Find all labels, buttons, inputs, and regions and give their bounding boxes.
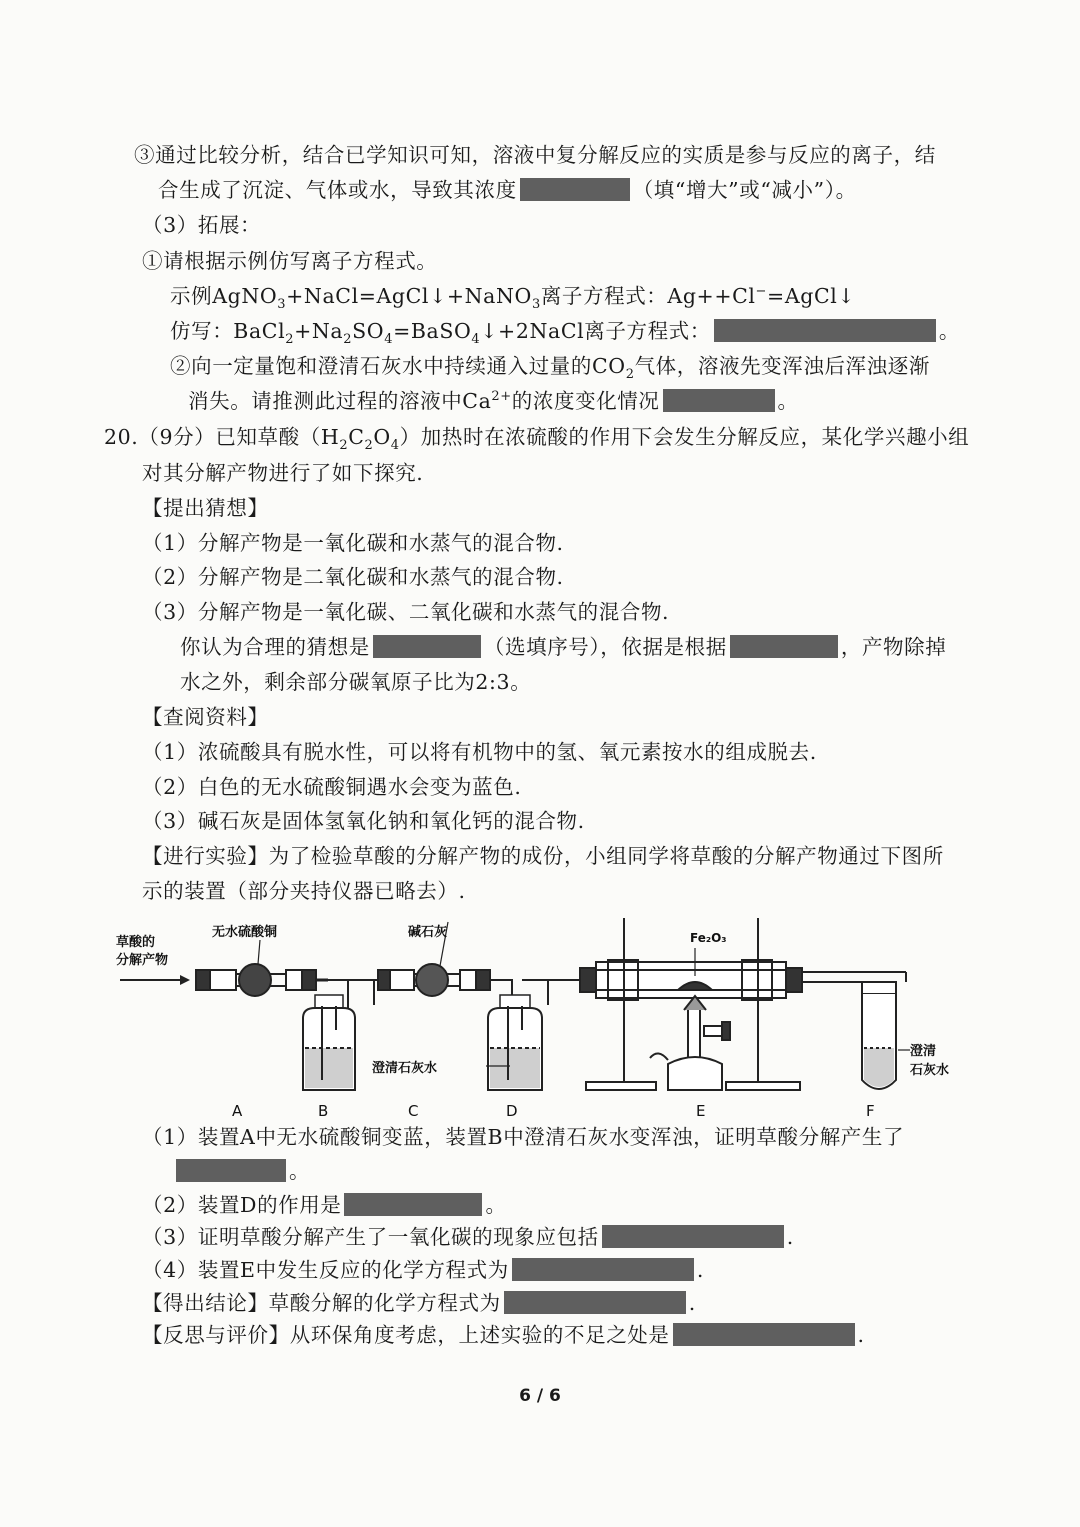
guess-1: （1）分解产物是一氧化碳和水蒸气的混合物. bbox=[142, 531, 564, 555]
answer-blank[interactable] bbox=[512, 1258, 694, 1281]
answer-blank[interactable] bbox=[663, 389, 775, 412]
device-c-drying-tube bbox=[378, 964, 490, 996]
conclusion-line: 【得出结论】草酸分解的化学方程式为 . bbox=[142, 1291, 696, 1315]
lime-water-label: 澄清石灰水 bbox=[372, 1061, 438, 1076]
device-e-label: Fe₂O₃ bbox=[690, 931, 727, 945]
page-number: 6 / 6 bbox=[519, 1386, 561, 1406]
inlet-label-2: 分解产物 bbox=[116, 953, 169, 968]
letter-a: A bbox=[232, 1102, 243, 1120]
q20-intro-line2: 对其分解产物进行了如下探究. bbox=[142, 461, 424, 485]
answer-blank[interactable] bbox=[504, 1291, 686, 1314]
section-heading-guess: 【提出猜想】 bbox=[142, 496, 269, 520]
apparatus-diagram bbox=[110, 910, 970, 1125]
answer-blank[interactable] bbox=[673, 1323, 855, 1346]
letter-e: E bbox=[696, 1102, 706, 1120]
reflection-line: 【反思与评价】从环保角度考虑，上述实验的不足之处是 . bbox=[142, 1323, 865, 1347]
experiment-line2: 示的装置（部分夹持仪器已略去）. bbox=[142, 879, 466, 903]
subq-3: （3）证明草酸分解产生了一氧化碳的现象应包括 . bbox=[142, 1225, 794, 1249]
reason-line1: 你认为合理的猜想是 （选填序号），依据是根据 ，产物除掉 bbox=[180, 635, 947, 659]
reason-line2: 水之外，剩余部分碳氧原子比为2:3。 bbox=[180, 670, 532, 694]
q19-s3-line1: ③通过比较分析，结合已学知识可知，溶液中复分解反应的实质是参与反应的离子，结 bbox=[134, 143, 936, 167]
q20-intro-line1: 20.（9分）已知草酸$(H_2C_2O_4)$加热时在浓硫酸的作用下会发生分解反应，某化学兴趣小组 bbox=[104, 425, 970, 454]
answer-blank[interactable] bbox=[730, 635, 838, 658]
answer-blank[interactable] bbox=[373, 635, 481, 658]
experiment-line1: 【进行实验】为了检验草酸的分解产物的成份，小组同学将草酸的分解产物通过下图所 bbox=[142, 844, 944, 868]
subq-1-line2: 。 bbox=[176, 1156, 310, 1186]
q19-example-line: 示例AgNO$_3$+NaCl=AgCl↓+NaNO$_3$离子方程式：Ag++Cl−=AgCl↓ bbox=[170, 284, 856, 313]
answer-blank[interactable] bbox=[520, 178, 630, 201]
subq-1-line1: （1）装置A中无水硫酸铜变蓝，装置B中澄清石灰水变浑浊，证明草酸分解产生了 bbox=[142, 1125, 905, 1149]
guess-3: （3）分解产物是一氧化碳、二氧化碳和水蒸气的混合物. bbox=[142, 600, 670, 624]
device-a-drying-tube bbox=[196, 964, 316, 996]
section-heading-info: 【查阅资料】 bbox=[142, 705, 269, 729]
q19-imitate-line: 仿写：$BaCl_2+Na_2SO_4=BaSO_4↓+2NaCl$离子方程式： 。 bbox=[170, 319, 960, 348]
q19-ext2-line2: 消失。请推测此过程的溶液中$Ca^{2+}$的浓度变化情况 。 bbox=[188, 389, 799, 413]
q19-s3-line2: 合生成了沉淀、气体或水，导致其浓度 （填“增大”或“减小”）。 bbox=[158, 178, 857, 202]
guess-2: （2）分解产物是二氧化碳和水蒸气的混合物. bbox=[142, 565, 564, 589]
q19-ext1: ①请根据示例仿写离子方程式。 bbox=[142, 249, 438, 273]
subq-2: （2）装置D的作用是 。 bbox=[142, 1193, 507, 1217]
info-3: （3）碱石灰是固体氢氧化钠和氧化钙的混合物. bbox=[142, 809, 585, 833]
device-a-label: 无水硫酸铜 bbox=[212, 925, 278, 940]
device-c-label: 碱石灰 bbox=[408, 925, 448, 940]
answer-blank[interactable] bbox=[602, 1225, 784, 1248]
letter-d: D bbox=[506, 1102, 518, 1120]
letter-c: C bbox=[408, 1102, 419, 1120]
info-2: （2）白色的无水硫酸铜遇水会变为蓝色. bbox=[142, 775, 522, 799]
q19-ext2-line1: ②向一定量饱和澄清石灰水中持续通入过量的$CO_2$气体，溶液先变浑浊后浑浊逐渐 bbox=[170, 354, 930, 383]
inlet-arrowhead bbox=[180, 975, 190, 985]
f-lime-label-2: 石灰水 bbox=[910, 1063, 950, 1078]
device-f-test-tube bbox=[862, 982, 910, 1089]
letter-b: B bbox=[318, 1102, 329, 1120]
answer-blank[interactable] bbox=[344, 1193, 482, 1216]
subq-4: （4）装置E中发生反应的化学方程式为 . bbox=[142, 1258, 704, 1282]
letter-f: F bbox=[866, 1102, 875, 1120]
inlet-label-1: 草酸的 bbox=[116, 935, 156, 950]
device-d-bottle bbox=[488, 980, 548, 1090]
device-b-bottle bbox=[303, 980, 374, 1090]
info-1: （1）浓硫酸具有脱水性，可以将有机物中的氢、氧元素按水的组成脱去. bbox=[142, 740, 817, 764]
f-lime-label-1: 澄清 bbox=[910, 1044, 937, 1059]
answer-blank[interactable] bbox=[714, 319, 936, 342]
answer-blank[interactable] bbox=[176, 1159, 286, 1182]
q19-ext-title: （3）拓展： bbox=[142, 213, 262, 237]
